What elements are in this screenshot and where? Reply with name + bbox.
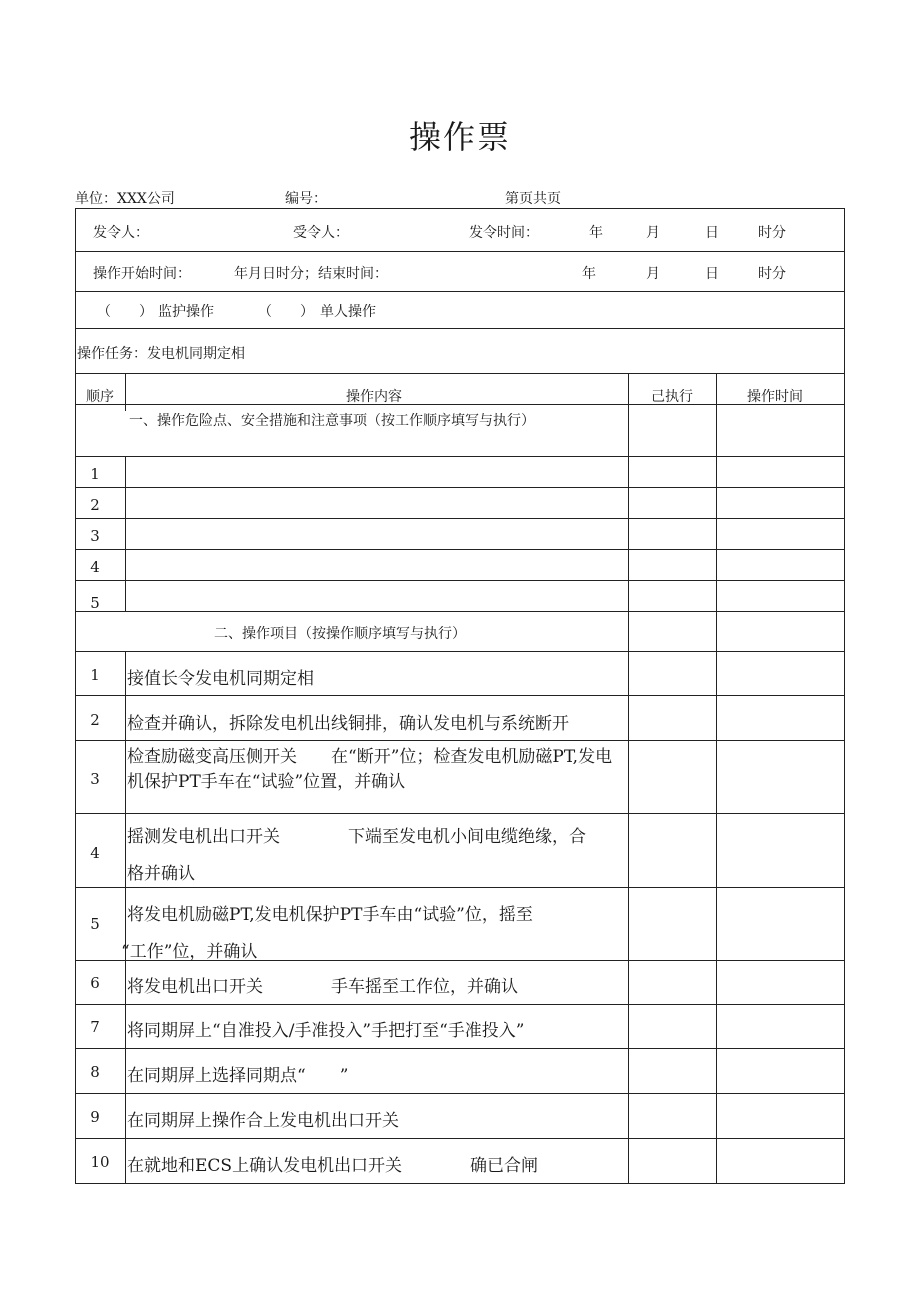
row-divider <box>75 404 845 405</box>
issuer-label: 发令人： <box>93 225 149 241</box>
step-number-10: 10 <box>90 1153 110 1171</box>
section1-title: 一、操作危险点、安全措施和注意事项（按工作顺序填写与执行） <box>129 413 535 429</box>
issue-hour-minute: 时分 <box>758 225 786 241</box>
start-time-label: 操作开始时间： <box>93 266 191 282</box>
end-day: 日 <box>705 266 719 282</box>
section1-row-2: 2 <box>90 496 100 514</box>
row-divider <box>75 1093 845 1094</box>
step-text-10: 在就地和ECS上确认发电机出口开关 确已合闸 <box>127 1156 539 1176</box>
task-label: 操作任务：发电机同期定相 <box>77 346 245 362</box>
single-operation-label: 单人操作 <box>320 304 376 320</box>
row-divider <box>75 580 845 581</box>
number-label: 编号： <box>285 191 327 207</box>
step-text-2: 检查并确认，拆除发电机出线铜排，确认发电机与系统断开 <box>127 714 569 734</box>
row-divider <box>75 611 845 612</box>
step-number-6: 6 <box>90 974 100 992</box>
receiver-label: 受令人： <box>293 225 349 241</box>
step-text-3: 检查励磁变高压侧开关 在“断开”位；检查发电机励磁PT,发电机保护PT手车在“试验”位置，并确认 <box>127 747 613 792</box>
step-text-4: 摇测发电机出口开关 下端至发电机小间电缆绝缘，合 <box>127 827 586 847</box>
step-number-8: 8 <box>90 1063 100 1081</box>
row-divider <box>75 1048 845 1049</box>
step-text-5: 将发电机励磁PT,发电机保护PT手车由“试验”位，摇至 <box>127 905 533 925</box>
single-checkbox: （ ） <box>258 304 314 320</box>
row-divider <box>75 291 845 292</box>
page-title: 操作票 <box>408 118 511 156</box>
row-divider <box>75 487 845 488</box>
section1-row-4: 4 <box>90 558 100 576</box>
issue-time-label: 发令时间： <box>469 225 539 241</box>
column-divider <box>125 456 126 611</box>
col-content: 操作内容 <box>346 389 402 405</box>
row-divider <box>75 1004 845 1005</box>
row-divider <box>75 456 845 457</box>
step-text-5-line2: “工作”位，并确认 <box>121 942 258 962</box>
supervised-operation-label: 监护操作 <box>158 304 214 320</box>
supervised-checkbox: （ ） <box>97 304 153 320</box>
column-divider <box>125 373 126 411</box>
section1-row-3: 3 <box>90 527 100 545</box>
row-divider <box>75 695 845 696</box>
issue-year: 年 <box>589 225 603 241</box>
step-text-7: 将同期屏上“自准投入/手准投入”手把打至“手准投入” <box>127 1021 525 1041</box>
step-number-1: 1 <box>90 666 100 684</box>
step-text-4-line2: 格并确认 <box>127 864 195 884</box>
row-divider <box>75 651 845 652</box>
col-done: 己执行 <box>651 389 693 405</box>
step-text-9: 在同期屏上操作合上发电机出口开关 <box>127 1111 399 1131</box>
column-divider <box>628 373 629 1184</box>
step-number-3: 3 <box>90 770 100 788</box>
col-time: 操作时间 <box>747 389 803 405</box>
row-divider <box>75 549 845 550</box>
col-seq: 顺序 <box>86 389 114 405</box>
step-number-2: 2 <box>90 711 100 729</box>
step-text-8: 在同期屏上选择同期点“ ” <box>127 1066 349 1086</box>
section1-row-5: 5 <box>90 594 100 612</box>
end-year: 年 <box>582 266 596 282</box>
start-end-time-label: 年月日时分；结束时间： <box>234 266 388 282</box>
step-number-4: 4 <box>90 844 100 862</box>
section2-title: 二、操作项目（按操作顺序填写与执行） <box>214 626 466 642</box>
row-divider <box>75 887 845 888</box>
row-divider <box>75 373 845 374</box>
end-hour-minute: 时分 <box>758 266 786 282</box>
row-divider <box>75 1138 845 1139</box>
row-divider <box>75 740 845 741</box>
page-count-label: 第页共页 <box>505 191 561 207</box>
column-divider <box>716 373 717 1184</box>
issue-day: 日 <box>705 225 719 241</box>
unit-label: 单位：XXX公司 <box>75 191 175 207</box>
row-divider <box>75 328 845 329</box>
end-month: 月 <box>646 266 660 282</box>
row-divider <box>75 518 845 519</box>
issue-month: 月 <box>646 225 660 241</box>
step-number-7: 7 <box>90 1018 100 1036</box>
step-number-5: 5 <box>90 915 100 933</box>
step-number-9: 9 <box>90 1108 100 1126</box>
row-divider <box>75 251 845 252</box>
step-text-1: 接值长令发电机同期定相 <box>127 669 314 689</box>
row-divider <box>75 813 845 814</box>
column-divider <box>125 651 126 1184</box>
step-text-6: 将发电机出口开关 手车摇至工作位，并确认 <box>127 977 518 997</box>
section1-row-1: 1 <box>90 465 100 483</box>
